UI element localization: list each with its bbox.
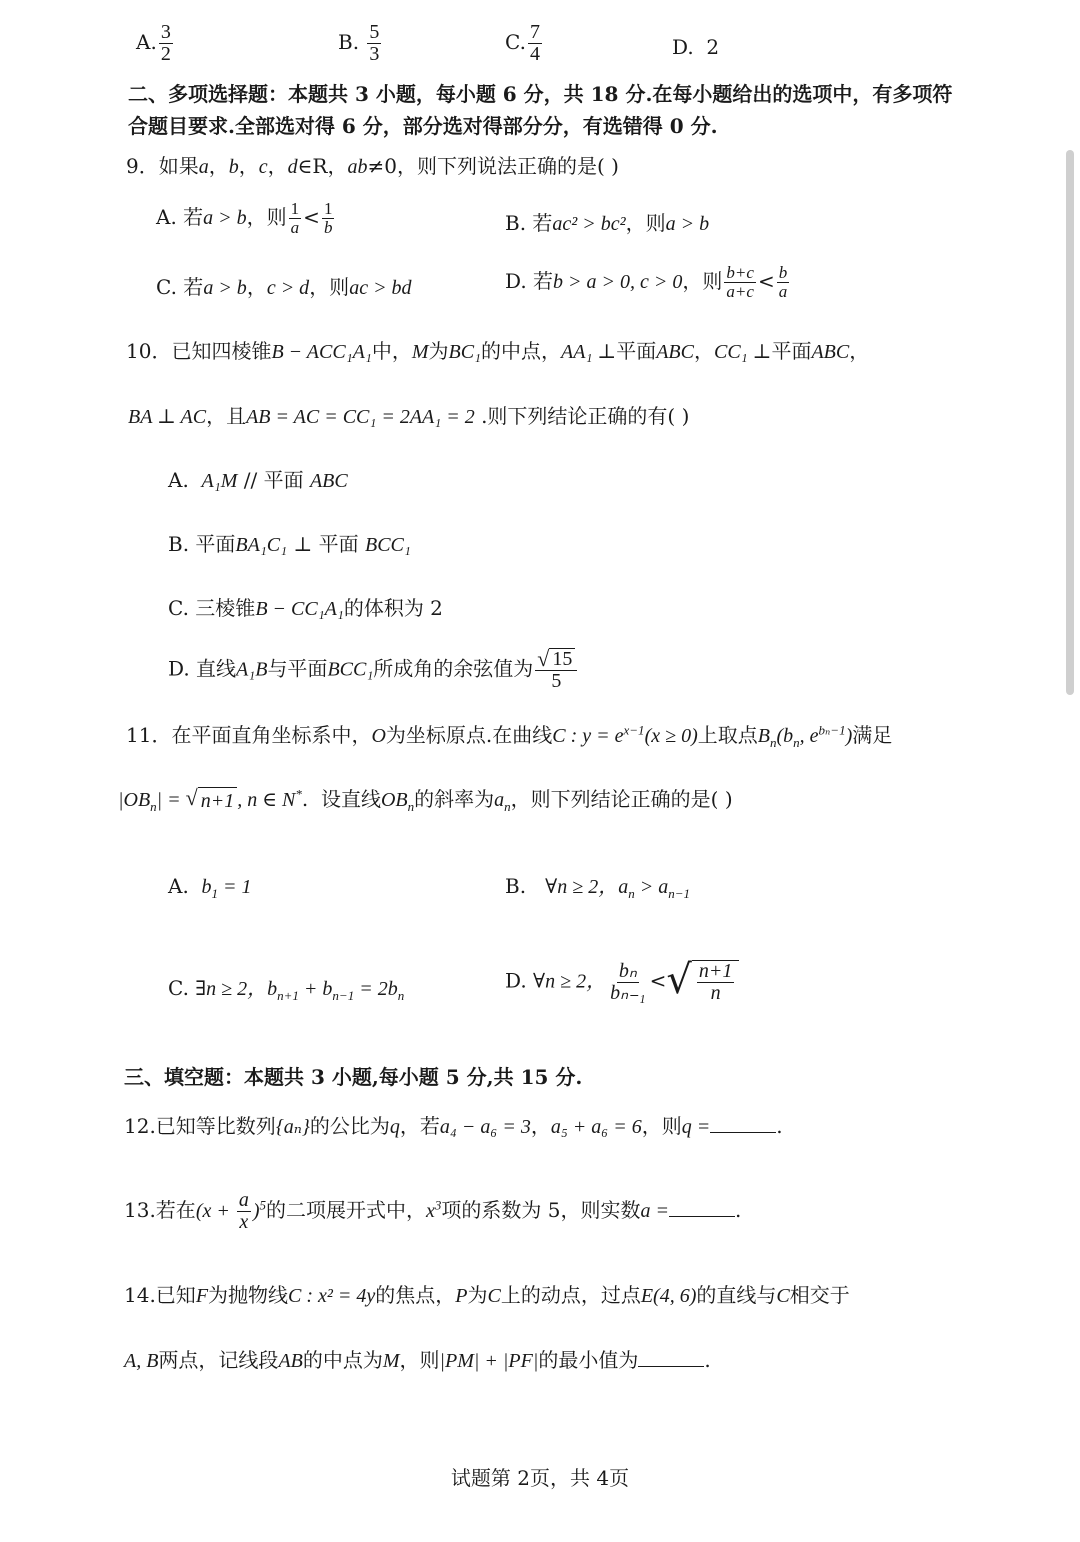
expr: |PM| + |PF| — [439, 1350, 539, 1372]
sqrt: √ 15 — [537, 648, 575, 670]
fraction — [289, 200, 302, 237]
q11-option-b — [505, 873, 690, 903]
subscript: n+1 — [277, 988, 299, 1003]
then: ，则 — [682, 268, 723, 293]
expr: B − CC₁A₁ — [255, 598, 344, 620]
comma: ， — [238, 154, 259, 178]
var: b — [267, 978, 278, 1000]
text: ⊥ 平面 — [287, 532, 365, 556]
text: 项的系数为 5，则实数 — [441, 1198, 641, 1222]
text: ，则 — [641, 1114, 682, 1138]
plane: BA₁C₁ — [235, 534, 288, 556]
q13 — [124, 1190, 741, 1233]
less-than: < — [757, 268, 775, 293]
expr: (x + — [195, 1200, 235, 1222]
plane: ABC — [656, 341, 694, 363]
point-m: M — [411, 341, 429, 363]
text: 两点，记线段 — [158, 1348, 279, 1372]
curve-c: C — [487, 1285, 501, 1307]
line: OB — [380, 789, 408, 811]
var-q: q — [389, 1116, 400, 1138]
abs: |OB — [118, 789, 151, 811]
text: 的公比为 — [309, 1114, 390, 1138]
fraction — [237, 1190, 251, 1233]
section2-heading-line2: 合题目要求.全部选对得 6 分，部分选对得部分分，有选错得 0 分. — [128, 114, 718, 138]
fraction — [159, 22, 173, 65]
option-label: B. 若 — [505, 211, 553, 235]
numerator: 5 — [369, 21, 380, 43]
q10-option-d — [168, 648, 579, 692]
option-label: C. — [168, 976, 189, 1000]
scrollbar[interactable] — [1066, 150, 1074, 695]
q9-option-d — [505, 264, 791, 301]
denominator: bₙ₋₁ — [610, 981, 646, 1004]
var-c: c — [258, 156, 268, 178]
q8-option-b — [338, 22, 383, 65]
then: ，则 — [246, 204, 287, 229]
text: ，则下列结论正确的是( ) — [510, 787, 733, 811]
q11-option-a — [168, 873, 252, 903]
option-label: D. — [672, 35, 694, 59]
equals: = — [650, 1200, 670, 1222]
line: A₁B — [236, 658, 268, 681]
comma: ， — [208, 154, 229, 178]
numerator: bₙ — [618, 959, 637, 982]
domain: (x ≥ 0) — [644, 725, 698, 747]
subscript: n — [628, 886, 635, 901]
text: 平面 — [616, 339, 657, 363]
point-o: O — [371, 725, 386, 747]
fraction — [322, 200, 335, 237]
period: . — [776, 1114, 783, 1138]
q14-line1 — [124, 1282, 850, 1309]
point-b: B — [757, 725, 770, 747]
page-footer: 试题第 2页，共 4页 — [450, 1466, 630, 1490]
subscript: n — [504, 799, 511, 814]
text: 为坐标原点.在曲线 — [385, 723, 553, 747]
then: ，则 — [625, 211, 666, 235]
plane: BCC₁ — [365, 534, 411, 556]
subscript: n — [407, 799, 415, 814]
section2-heading-line1: 二、多项选择题：本题共 3 小题，每小题 6 分，共 18 分.在每小题给出的选项中，有多项符 — [128, 82, 953, 106]
text: . — [301, 787, 309, 811]
numerator: a — [238, 1189, 249, 1211]
q10-number: 10．已知四棱锥 — [126, 339, 272, 363]
answer-blank — [669, 1198, 735, 1217]
numerator: n+1 — [698, 960, 733, 982]
denominator: 2 — [160, 43, 171, 65]
option-label: D. — [505, 968, 527, 993]
var: a — [494, 789, 505, 811]
text: 与平面 — [267, 656, 328, 681]
expr: A₁M — [201, 470, 238, 492]
q14-line2 — [124, 1347, 711, 1374]
condition: a > b — [203, 206, 247, 229]
less-than: < — [649, 968, 667, 993]
text: 平面 — [771, 339, 812, 363]
denominator: 3 — [369, 43, 380, 65]
point-m: M — [382, 1350, 400, 1372]
text: .则下列结论正确的有( ) — [474, 404, 690, 428]
var-q: q — [681, 1116, 692, 1138]
comma: ， — [694, 339, 714, 363]
quantifier: ∀n ≥ 2， — [533, 970, 607, 993]
radicand: 15 — [549, 648, 575, 670]
condition: b > a > 0, c > 0 — [553, 270, 683, 293]
fraction — [367, 22, 381, 65]
var: a — [658, 876, 669, 898]
equals: = 2b — [354, 978, 398, 1000]
curve: C : y = e — [552, 725, 624, 747]
exponent: 3 — [434, 1197, 442, 1213]
option-label: A. — [168, 468, 189, 492]
subscript: n — [397, 988, 405, 1003]
radicand: n+1 — [198, 787, 238, 814]
text: // 平面 — [237, 468, 310, 492]
expr: AA₁ ⊥ — [561, 341, 617, 363]
text: 为 — [467, 1283, 488, 1307]
denominator: x — [239, 1211, 249, 1233]
q10-option-b — [168, 531, 411, 558]
text: 满足 — [852, 723, 893, 747]
then: ，则 — [309, 275, 350, 299]
point-f: F — [195, 1285, 209, 1307]
q12-number: 12.已知等比数列 — [124, 1114, 276, 1138]
plane: ABC — [309, 470, 348, 492]
text: ，且 — [206, 404, 247, 428]
paren: ) — [252, 1200, 260, 1222]
q11-stem-line2 — [118, 786, 733, 816]
less-than: < — [303, 204, 320, 229]
text: 上取点 — [697, 723, 758, 747]
segment: AB — [278, 1350, 303, 1372]
paren: ) — [845, 725, 853, 747]
option-value: 2 — [706, 35, 720, 59]
denominator: 5 — [551, 670, 562, 693]
curve-c: C — [776, 1285, 790, 1307]
plus: + — [298, 978, 323, 1000]
exponent: x−1 — [623, 722, 645, 738]
answer-blank — [638, 1348, 704, 1367]
numerator: 3 — [160, 21, 171, 43]
points: A, B — [124, 1350, 159, 1372]
fraction — [528, 22, 542, 65]
exponent: 5 — [259, 1197, 267, 1213]
subscript: n−1 — [332, 988, 355, 1003]
comma: ， — [246, 275, 267, 299]
var-a: a — [198, 156, 209, 178]
numerator: b — [778, 263, 788, 282]
sqrt: √ $\frac{n+1}{n}$ — [666, 960, 739, 1004]
set-r: ∈R， — [297, 154, 348, 178]
var: a — [618, 876, 629, 898]
text: ，则 — [399, 1348, 440, 1372]
text: 的最小值为 — [538, 1348, 639, 1372]
point-p: P — [455, 1285, 468, 1307]
segment: BC₁ — [448, 341, 482, 363]
option-label: A. — [168, 874, 189, 898]
text: 所成角的余弦值为 — [373, 656, 534, 681]
expr: AB = AC = CC₁ = 2AA₁ = 2 — [246, 406, 475, 428]
greater-than: > — [634, 876, 659, 898]
exponent: bₙ−1 — [818, 722, 846, 738]
q9-option-b — [505, 210, 709, 237]
q9-option-a — [156, 200, 336, 237]
q10-option-a — [168, 467, 348, 494]
text: 的二项展开式中， — [266, 1198, 427, 1222]
subscript: n−1 — [668, 886, 690, 901]
parabola: C : x² = 4y — [288, 1285, 376, 1307]
plane: ABC — [811, 341, 850, 363]
sequence: {aₙ} — [275, 1116, 310, 1138]
option-label: D. 若 — [505, 268, 554, 293]
var-b: b — [228, 156, 239, 178]
denominator: n — [710, 982, 721, 1004]
subscript: n — [150, 799, 157, 814]
text: 的体积为 2 — [343, 596, 443, 620]
text: 设直线 — [320, 787, 381, 811]
denominator: b — [323, 217, 333, 237]
star: * — [295, 786, 302, 802]
period: . — [704, 1348, 711, 1372]
result: ac > bd — [349, 277, 412, 299]
point-e: E(4, 6) — [640, 1285, 697, 1307]
comma: ， — [267, 154, 288, 178]
var: b — [201, 876, 212, 898]
text: 的焦点， — [375, 1283, 456, 1307]
sqrt: √ n+1 — [186, 787, 238, 814]
numerator: 7 — [529, 21, 540, 43]
expr: a₅ + a₆ = 6 — [550, 1116, 642, 1138]
fraction — [535, 648, 577, 692]
subscript: n — [769, 735, 777, 750]
text: 相交于 — [789, 1283, 850, 1307]
subscript: n — [793, 735, 800, 750]
q10-stem-line2 — [128, 403, 689, 430]
q11-option-d — [505, 957, 739, 1004]
fraction — [608, 961, 647, 1004]
option-label: C. 若 — [156, 275, 204, 299]
text: ，若 — [399, 1114, 440, 1138]
var-a: a — [640, 1200, 651, 1222]
var-d: d — [287, 156, 298, 178]
text: 的中点为 — [302, 1348, 383, 1372]
text: 的直线与 — [696, 1283, 777, 1307]
option-label: C. — [505, 30, 526, 54]
q12 — [124, 1113, 783, 1140]
var: b — [322, 978, 333, 1000]
coord: , e — [799, 725, 819, 747]
denominator: a — [290, 217, 300, 237]
q14-number: 14.已知 — [124, 1283, 196, 1307]
q9-option-c — [156, 274, 412, 301]
fraction — [697, 961, 735, 1004]
q13-number: 13.若在 — [124, 1198, 196, 1222]
q9-number: 9．如果 — [126, 154, 199, 178]
expr: BA ⊥ AC — [128, 406, 207, 428]
q9-stem-tail: ≠0，则下列说法正确的是( ) — [367, 154, 619, 178]
q10-stem-line1 — [126, 338, 869, 365]
condition: c > d — [266, 277, 310, 299]
numerator: b+c — [726, 263, 754, 282]
text: 的中点， — [481, 339, 562, 363]
option-label: B. — [505, 874, 527, 898]
q11-stem-line1 — [126, 722, 892, 752]
expr: = 1 — [218, 876, 252, 898]
option-label: D. 直线 — [168, 656, 237, 681]
period: . — [735, 1198, 742, 1222]
abs: | = — [156, 789, 186, 811]
q9-stem — [126, 153, 619, 180]
q8-option-d — [672, 34, 719, 60]
condition: ac² > bc² — [552, 213, 626, 235]
section3-heading: 三、填空题：本题共 3 小题,每小题 5 分,共 15 分. — [124, 1065, 583, 1089]
comma: ， — [530, 1114, 551, 1138]
denominator: a+c — [726, 281, 754, 301]
expr: a₄ − a₆ = 3 — [439, 1116, 531, 1138]
option-label: A. 若 — [156, 204, 204, 229]
fraction — [724, 264, 756, 301]
comma: ， — [849, 339, 870, 363]
q10-option-c — [168, 595, 443, 622]
option-label: C. 三棱锥 — [168, 596, 256, 620]
fraction — [777, 264, 790, 301]
option-label: B. 平面 — [168, 532, 236, 556]
q11-number: 11．在平面直角坐标系中， — [126, 723, 372, 747]
quantifier: ∃n ≥ 2， — [195, 978, 268, 1000]
q8-option-a — [136, 22, 175, 65]
expr: CC₁ ⊥ — [714, 341, 772, 363]
equals: = — [691, 1116, 711, 1138]
option-label: B. — [338, 30, 360, 54]
text: 为抛物线 — [208, 1283, 289, 1307]
text: 中， — [371, 339, 412, 363]
text: 为 — [428, 339, 449, 363]
coord: (b — [776, 725, 794, 747]
quantifier: ∀n ≥ 2， — [545, 876, 619, 898]
var-x: x — [426, 1200, 435, 1222]
q8-option-c — [505, 22, 544, 65]
var-ab: ab — [347, 156, 368, 178]
set: , n ∈ N — [237, 789, 296, 811]
q11-option-c — [168, 975, 404, 1005]
text: 的斜率为 — [414, 787, 495, 811]
numerator: 1 — [290, 199, 300, 218]
text: 上的动点，过点 — [500, 1283, 641, 1307]
result: a > b — [665, 213, 710, 235]
answer-blank — [710, 1114, 776, 1133]
pyramid: B − ACC₁A₁ — [271, 341, 372, 363]
denominator: a — [778, 281, 788, 301]
condition: a > b — [203, 277, 247, 299]
subscript: 1 — [211, 886, 219, 901]
denominator: 4 — [529, 43, 540, 65]
numerator: 1 — [323, 199, 333, 218]
option-label: A. — [136, 30, 157, 54]
plane: BCC₁ — [327, 658, 374, 681]
